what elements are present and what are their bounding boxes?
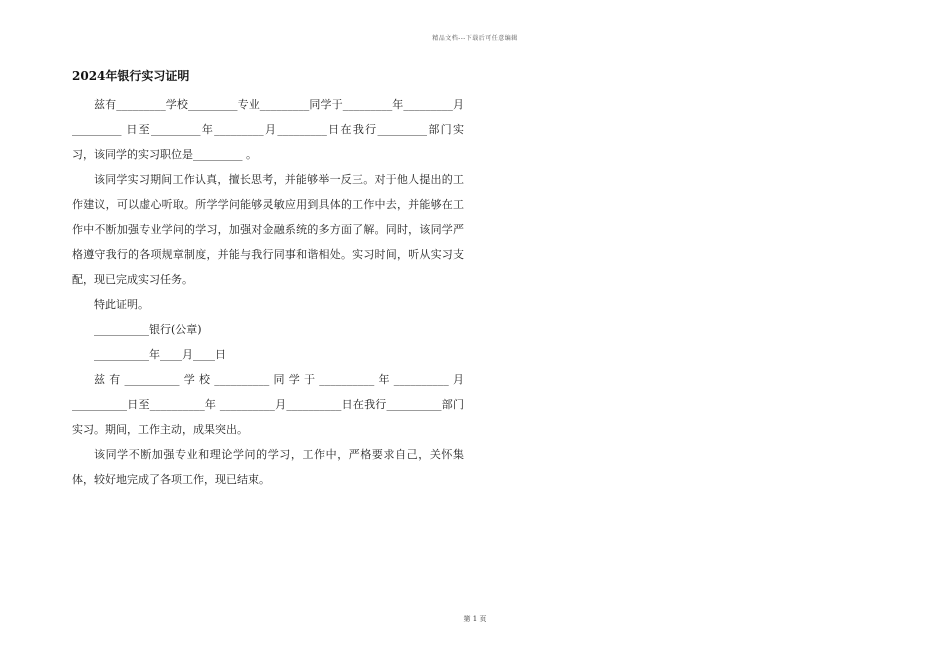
paragraph-intro-2: 兹有__________学校__________同学于__________年__________月__________日至__________年 __________月__________日在我行__________部门实习。期间，工作主动，成果突出。 <box>72 373 464 436</box>
paragraph-evaluation-2: 该同学不断加强专业和理论学问的学习，工作中，严格要求自己，关怀集体，较好地完成了各项工作，现已结束。 <box>72 448 464 486</box>
paragraph-intro: 兹有_________学校_________专业_________同学于_________年_________月_________ 日至_________年_________月_________日在我行_________部门实习，该同学的实习职位是_________ 。 <box>72 98 464 161</box>
paragraph-evaluation: 该同学实习期间工作认真，擅长思考，并能够举一反三。对于他人提出的工作建议，可以虚心听取。所学学问能够灵敏应用到具体的工作中去，并能够在工作中不断加强专业学问的学习，加强对金融系统的多方面了解。同时，该同学严格遵守我行的各项规章制度，并能与我行同事和谐相处。实习时间，听从实习支配，现已完成实习任务。 <box>72 173 464 286</box>
document-body <box>72 66 464 492</box>
date-line: __________年____月____日 <box>94 348 226 361</box>
document-title: 2024年银行实习证明 <box>72 69 190 83</box>
page-header: 精品文档---下载后可任意编辑 <box>432 35 518 42</box>
bank-seal-line: __________银行(公章) <box>94 323 202 336</box>
paragraph-certify: 特此证明。 <box>94 298 149 311</box>
page-number: 第 1 页 <box>463 615 487 623</box>
